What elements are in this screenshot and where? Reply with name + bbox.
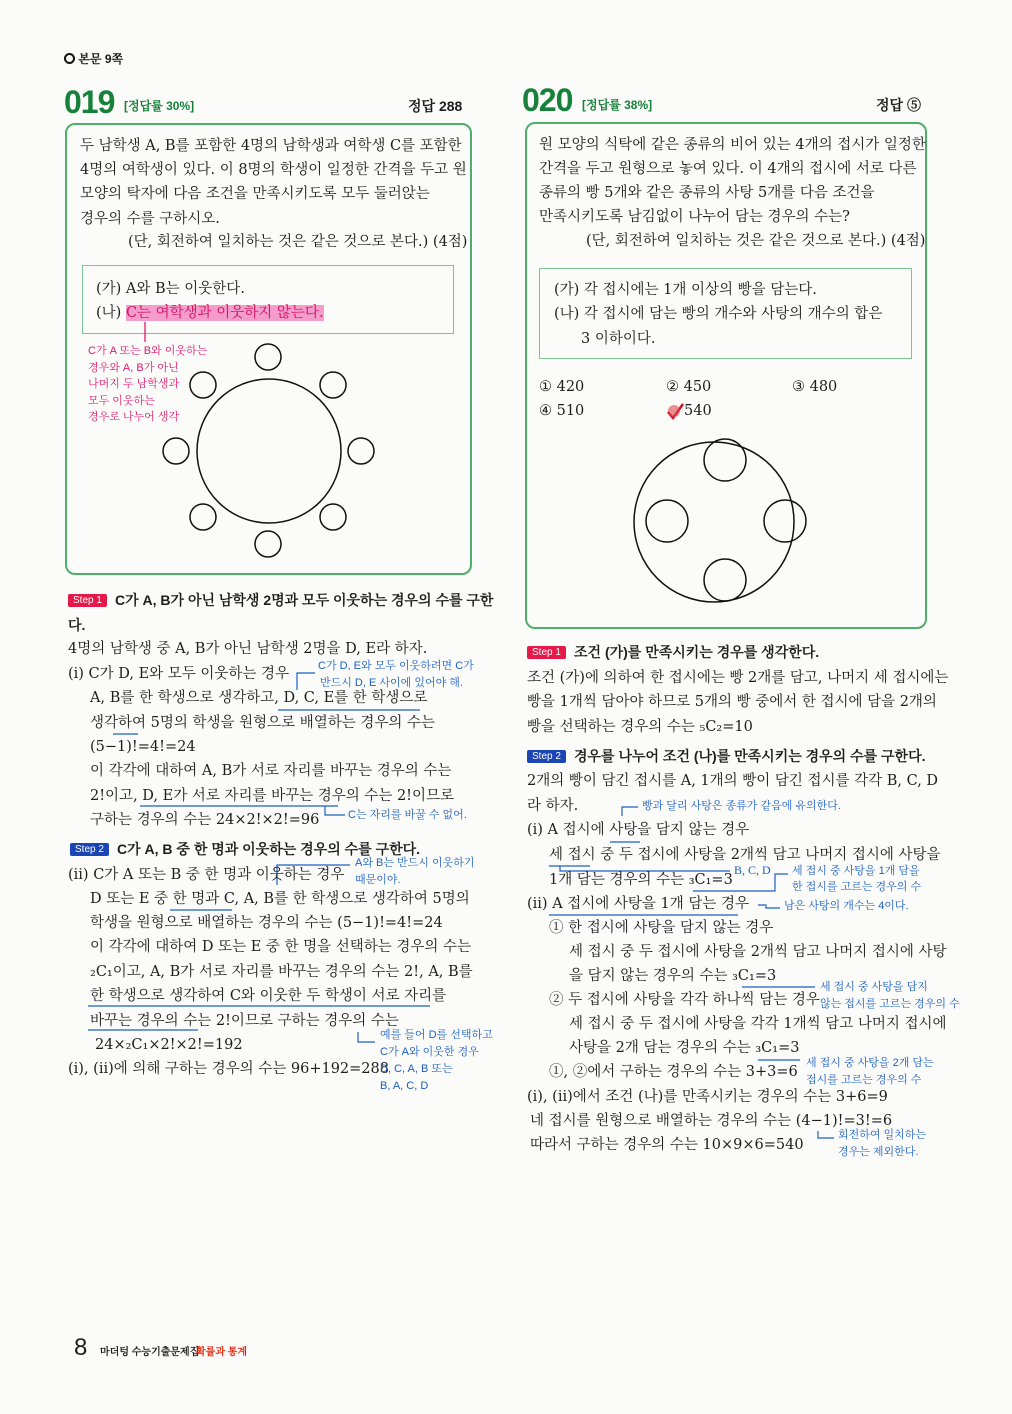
- solution-line: (ii) C가 A 또는 B 중 한 명과 이웃하는 경우: [68, 867, 345, 883]
- choice-3[interactable]: ③ 480: [792, 379, 838, 395]
- page-number: 8: [74, 1334, 88, 1361]
- annotation: 회전하여 일치하는: [838, 1129, 927, 1141]
- note-line: C가 A 또는 B와 이웃하는: [88, 345, 208, 357]
- solution-line: 이 각각에 대하여 D 또는 E 중 한 명을 선택하는 경우의 수는: [90, 939, 472, 955]
- table-circle: [197, 379, 341, 523]
- solution-line: 구하는 경우의 수는 24×2!×2!=96: [90, 812, 320, 828]
- step1-badge: Step 1: [68, 594, 107, 607]
- solution-line: D 또는 E 중 한 명과 C, A, B를 한 학생으로 생각하여 5명의: [90, 891, 470, 907]
- solution-line: 1개 담는 경우의 수는 ₃C₁=3: [549, 872, 733, 888]
- solution-line: 한 학생으로 생각하여 C와 이웃한 두 학생이 서로 자리를: [90, 988, 447, 1004]
- annotation: 경우는 제외한다.: [838, 1146, 919, 1158]
- problem-text: 두 남학생 A, B를 포함한 4명의 남학생과 여학생 C를 포함한: [80, 138, 462, 154]
- problem-text: 원 모양의 식탁에 같은 종류의 비어 있는 4개의 접시가 일정한: [539, 137, 926, 153]
- solution-line: ①, ②에서 구하는 경우의 수는 3+3=6: [549, 1064, 798, 1080]
- solution-line: 세 접시 중 두 접시에 사탕을 각각 1개씩 담고 나머지 접시에: [569, 1016, 947, 1032]
- highlighted-condition: C는 여학생과 이웃하지 않는다.: [125, 305, 324, 321]
- seat-circle: [255, 344, 281, 370]
- condition-a: (가) 각 접시에는 1개 이상의 빵을 담는다.: [554, 282, 817, 298]
- step1-title-cont: 다.: [68, 617, 86, 633]
- seat-circle: [320, 504, 346, 530]
- problem-text: 만족시키도록 남김없이 나누어 담는 경우의 수는?: [539, 209, 850, 225]
- annotation: 예를 들어 D를 선택하고: [380, 1029, 493, 1041]
- problem-note: (단, 회전하여 일치하는 것은 같은 것으로 본다.) (4점): [586, 233, 926, 249]
- solution-line: ② 두 접시에 사탕을 각각 하나씩 담는 경우: [549, 992, 820, 1008]
- solution-line: 이 각각에 대하여 A, B가 서로 자리를 바꾸는 경우의 수는: [90, 763, 452, 779]
- condition-a: (가) A와 B는 이웃한다.: [96, 281, 245, 297]
- solution-line: 조건 (가)에 의하여 한 접시에는 빵 2개를 담고, 나머지 세 접시에는: [527, 670, 949, 686]
- note-line: 경우와 A, B가 아닌: [88, 361, 179, 374]
- problem-text: 4명의 여학생이 있다. 이 8명의 학생이 일정한 간격을 두고 원: [80, 162, 467, 178]
- annotation: 반드시 D, E 사이에 있어야 해.: [320, 677, 463, 689]
- condition-b: (나) 각 접시에 담는 빵의 개수와 사탕의 개수의 합은: [554, 306, 883, 322]
- solution-line: 학생을 원형으로 배열하는 경우의 수는 (5−1)!=4!=24: [90, 915, 443, 931]
- annotation: 접시를 고르는 경우의 수: [806, 1074, 922, 1086]
- correct-rate: [정답률 38%]: [582, 98, 653, 112]
- solution-line: 2개의 빵이 담긴 접시를 A, 1개의 빵이 담긴 접시를 각각 B, C, D: [527, 773, 939, 789]
- step1-badge: Step 1: [527, 646, 566, 659]
- solution-line: A, B를 한 학생으로 생각하고, D, C, E를 한 학생으로: [90, 690, 428, 706]
- annotation: 세 접시 중 사탕을 1개 담을: [792, 865, 920, 877]
- solution-line: (i) A 접시에 사탕을 담지 않는 경우: [527, 822, 750, 838]
- solution-line: 네 접시를 원형으로 배열하는 경우의 수는 (4−1)!=3!=6: [530, 1113, 893, 1129]
- step1-title: 조건 (가)를 만족시키는 경우를 생각한다.: [574, 644, 820, 660]
- problem-number: 020: [522, 82, 573, 118]
- annotation: B, C, D: [734, 863, 771, 877]
- seat-circle: [348, 438, 374, 464]
- solution-line: ① 한 접시에 사탕을 담지 않는 경우: [549, 920, 774, 936]
- seat-circle: [163, 438, 189, 464]
- correct-rate: [정답률 30%]: [124, 99, 195, 113]
- annotation: A와 B는 반드시 이웃하기: [355, 857, 475, 869]
- solution-line: 따라서 구하는 경우의 수는 10×9×6=540: [530, 1137, 804, 1153]
- step2-title: C가 A, B 중 한 명과 이웃하는 경우의 수를 구한다.: [117, 841, 421, 857]
- annotation: 한 접시를 고르는 경우의 수: [792, 881, 922, 893]
- annotation: 않는 접시를 고르는 경우의 수: [820, 998, 960, 1010]
- note-line: 모두 이웃하는: [88, 394, 155, 407]
- step2-badge: Step 2: [70, 843, 109, 856]
- choice-1[interactable]: ① 420: [539, 379, 585, 395]
- annotation: C가 D, E와 모두 이웃하려면 C가: [318, 660, 474, 672]
- annotation: 남은 사탕의 개수는 4이다.: [784, 900, 909, 912]
- note-line: 나머지 두 남학생과: [88, 378, 180, 390]
- answer-label: 정답 ⑤: [876, 97, 921, 113]
- solution-line: (i), (ii)에 의해 구하는 경우의 수는 96+192=288: [68, 1061, 389, 1077]
- step2-title: 경우를 나누어 조건 (나)를 만족시키는 경우의 수를 구한다.: [574, 748, 926, 764]
- annotation: C는 자리를 바꿀 수 없어.: [348, 809, 467, 821]
- seat-circle: [320, 372, 346, 398]
- solution-line: (ii) A 접시에 사탕을 1개 담는 경우: [527, 896, 750, 912]
- solution-line: 바꾸는 경우의 수는 2!이므로 구하는 경우의 수는: [90, 1013, 399, 1029]
- annotation: 빵과 달리 사탕은 종류가 같음에 유의한다.: [642, 800, 841, 812]
- subject-title: 확률과 통계: [196, 1347, 248, 1358]
- seat-circle: [255, 531, 281, 557]
- condition-b-prefix: (나): [96, 305, 126, 321]
- solution-line: 라 하자.: [527, 798, 579, 814]
- solution-line: 생각하여 5명의 학생을 원형으로 배열하는 경우의 수는: [90, 715, 436, 731]
- choice-2[interactable]: ② 450: [666, 379, 712, 395]
- problem-text: 모양의 탁자에 다음 조건을 만족시키도록 모두 둘러앉는: [80, 186, 430, 202]
- solution-line: ₂C₁이고, A, B가 서로 자리를 바꾸는 경우의 수는 2!, A, B를: [90, 964, 473, 980]
- annotation: C가 A와 이웃한 경우: [380, 1046, 479, 1058]
- annotation: 세 접시 중 사탕을 담지: [820, 981, 928, 993]
- solution-line: 빵을 1개씩 담아야 하므로 5개의 빵 중에서 한 접시에 담을 2개의: [527, 694, 937, 710]
- problem-text: 간격을 두고 원형으로 놓여 있다. 이 4개의 접시에 서로 다른: [539, 161, 917, 177]
- solution-line: 4명의 남학생 중 A, B가 아닌 남학생 2명을 D, E라 하자.: [68, 641, 428, 657]
- solution-line: 빵을 선택하는 경우의 수는 ₅C₂=10: [527, 719, 753, 735]
- condition-b-cont: 3 이하이다.: [581, 331, 656, 347]
- solution-line: (5−1)!=4!=24: [90, 739, 196, 755]
- solution-line: (i) C가 D, E와 모두 이웃하는 경우: [68, 666, 290, 682]
- note-line: 경우로 나누어 생각: [88, 411, 180, 423]
- seat-circle: [190, 372, 216, 398]
- seat-circle: [190, 504, 216, 530]
- annotation: 세 접시 중 사탕을 2개 담는: [806, 1057, 934, 1069]
- problem-number: 019: [64, 84, 115, 120]
- round-table-diagram: [163, 344, 374, 557]
- annotation: D, C, A, B 또는: [380, 1063, 453, 1075]
- problem-text: 경우의 수를 구하시오.: [80, 211, 220, 227]
- solution-line: 24×₂C₁×2!×2!=192: [95, 1037, 243, 1053]
- solution-line: 세 접시 중 두 접시에 사탕을 2개씩 담고 나머지 접시에 사탕: [569, 944, 947, 960]
- step2-badge: Step 2: [527, 750, 566, 763]
- section-label: 본문 9쪽: [78, 52, 124, 66]
- annotation: 때문이야.: [355, 874, 401, 886]
- answer-label: 정답 288: [408, 98, 463, 114]
- problem-note: (단, 회전하여 일치하는 것은 같은 것으로 본다.) (4점): [128, 234, 468, 250]
- annotation: B, A, C, D: [380, 1080, 429, 1092]
- choice-4[interactable]: ④ 510: [539, 403, 585, 419]
- solution-line: 2!이고, D, E가 서로 자리를 바꾸는 경우의 수는 2!이므로: [90, 788, 455, 804]
- step1-title: C가 A, B가 아닌 남학생 2명과 모두 이웃하는 경우의 수를 구한: [115, 592, 494, 608]
- solution-line: 세 접시 중 두 접시에 사탕을 2개씩 담고 나머지 접시에 사탕을: [549, 847, 941, 863]
- book-title: 마더텅 수능기출문제집: [100, 1347, 200, 1358]
- problem-text: 종류의 빵 5개와 같은 종류의 사탕 5개를 다음 조건을: [539, 185, 875, 201]
- choice-5[interactable]: 540: [684, 403, 712, 419]
- solution-line: 을 담지 않는 경우의 수는 ₃C₁=3: [569, 968, 777, 984]
- solution-line: 사탕을 2개 담는 경우의 수는 ₃C₁=3: [569, 1040, 800, 1056]
- solution-line: (i), (ii)에서 조건 (나)를 만족시키는 경우의 수는 3+6=9: [527, 1089, 888, 1105]
